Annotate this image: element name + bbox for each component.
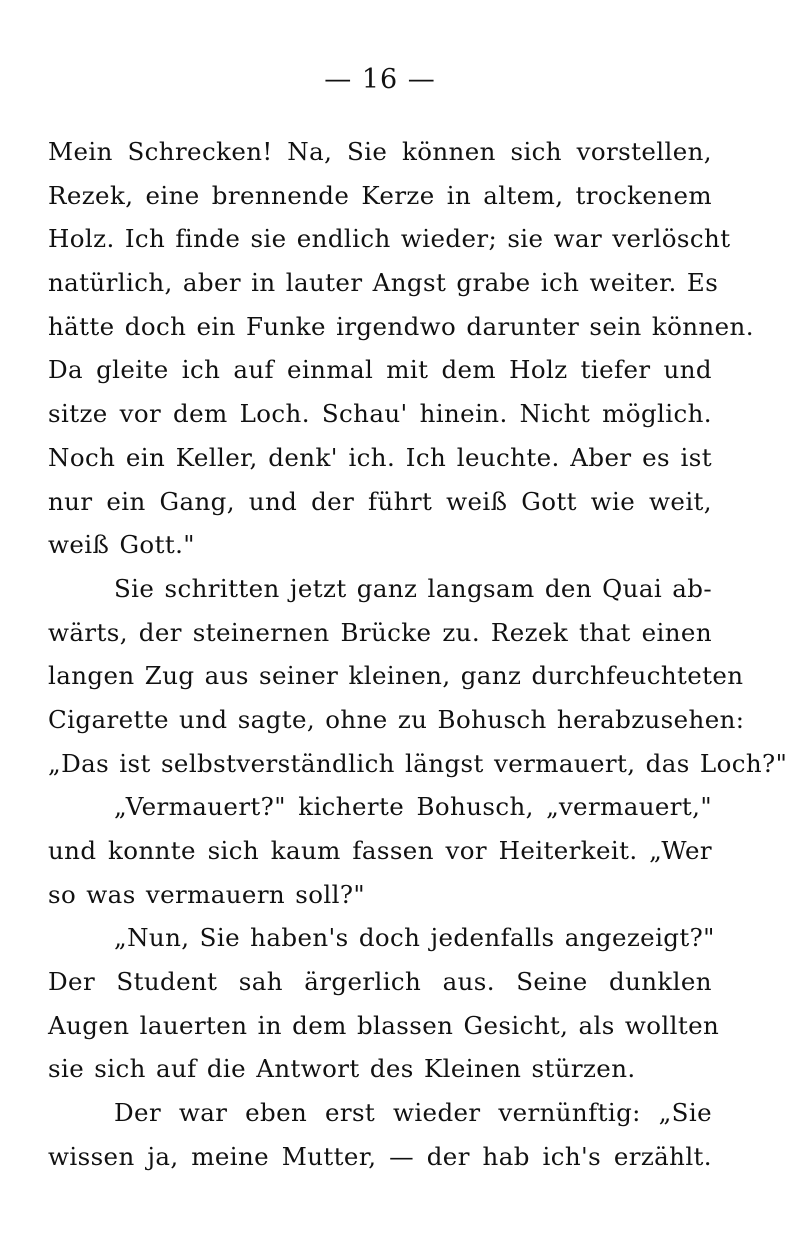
text-line: natürlich, aber in lauter Angst grabe ich weiter. Es — [48, 268, 719, 298]
body-text — [48, 130, 787, 1179]
text-line: Sie schritten jetzt ganz langsam den Quai ab- — [114, 573, 713, 603]
text-line: Holz. Ich finde sie endlich wieder; sie war verlöscht — [48, 224, 731, 254]
text-line: langen Zug aus seiner kleinen, ganz durchfeuchteten — [48, 661, 744, 691]
text-line: wärts, der steinernen Brücke zu. Rezek that einen — [48, 617, 712, 647]
text-line: Der war eben erst wieder vernünftig: „Sie — [114, 1098, 712, 1128]
text-line: Rezek, eine brennende Kerze in altem, trockenem — [48, 180, 712, 210]
text-line: nur ein Gang, und der führt weiß Gott wie weit, — [48, 486, 712, 516]
text-line: sitze vor dem Loch. Schau' hinein. Nicht möglich. — [48, 399, 712, 429]
text-line: und konnte sich kaum fassen vor Heiterkeit. „Wer — [48, 836, 712, 865]
text-line: wissen ja, meine Mutter, — der hab ich's erzählt. — [48, 1141, 712, 1171]
text-line: Augen lauerten in dem blassen Gesicht, als wollten — [48, 1010, 720, 1040]
text-line: Cigarette und sagte, ohne zu Bohusch herabzusehen: — [48, 704, 745, 734]
text-line: weiß Gott." — [48, 530, 195, 560]
text-line: Da gleite ich auf einmal mit dem Holz tiefer und — [48, 355, 712, 385]
text-line: „Vermauert?" kicherte Bohusch, „vermauert," — [114, 792, 712, 822]
text-line: sie sich auf die Antwort des Kleinen stürzen. — [48, 1054, 636, 1084]
text-line: Der Student sah ärgerlich aus. Seine dunklen — [48, 967, 712, 997]
text-line: so was vermauern soll?" — [48, 879, 366, 909]
text-line: Noch ein Keller, denk' ich. Ich leuchte. Aber es ist — [48, 442, 712, 472]
text-line: hätte doch ein Funke irgendwo darunter sein können. — [48, 311, 754, 341]
text-line: „Nun, Sie haben's doch jedenfalls angezeigt?" — [114, 923, 715, 953]
text-line: Mein Schrecken! Na, Sie können sich vorstellen, — [48, 137, 712, 166]
text-line: „Das ist selbstverständlich längst vermauert, das Loch?" — [48, 748, 787, 778]
page-number: — 16 — — [324, 64, 436, 95]
